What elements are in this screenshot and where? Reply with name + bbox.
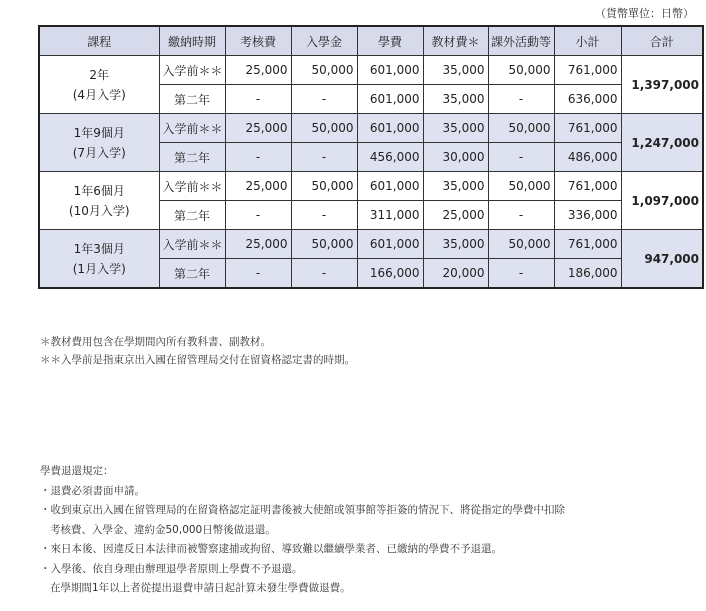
tuition-fee-table [38, 25, 704, 289]
exam-fee-cell: - [225, 259, 291, 289]
subtotal-cell: 761,000 [554, 172, 621, 201]
activities-fee-cell: 50,000 [488, 114, 554, 143]
tuition-cell: 601,000 [357, 85, 423, 114]
header-subtotal: 小計 [554, 26, 621, 56]
subtotal-cell: 486,000 [554, 143, 621, 172]
period-cell: 第二年 [159, 201, 225, 230]
exam-fee-cell: 25,000 [225, 230, 291, 259]
tuition-cell: 456,000 [357, 143, 423, 172]
refund-rule: ・退費必須書面申請。 [40, 484, 145, 497]
header-period: 繳納時期 [159, 26, 225, 56]
currency-unit-note: （貨幣單位：日幣） [595, 7, 694, 20]
entrance-fee-cell: 50,000 [291, 114, 357, 143]
materials-fee-cell: 30,000 [423, 143, 488, 172]
subtotal-cell: 761,000 [554, 230, 621, 259]
entrance-fee-cell: - [291, 143, 357, 172]
materials-fee-cell: 35,000 [423, 230, 488, 259]
header-course: 課程 [39, 26, 159, 56]
footnote-before-enrollment: ＊＊入學前是指東京出入國在留管理局交付在留資格認定書的時期。 [40, 354, 355, 366]
header-exam-fee: 考核費 [225, 26, 291, 56]
entrance-fee-cell: - [291, 85, 357, 114]
refund-rule: ・入學後、依自身理由辦理退學者原則上學費不予退還。 [40, 562, 303, 575]
table-row [39, 172, 703, 201]
exam-fee-cell: 25,000 [225, 114, 291, 143]
table-row [39, 56, 703, 85]
tuition-cell: 601,000 [357, 114, 423, 143]
course-name-cell: 1年3個月 (1月入学) [39, 230, 159, 289]
footnote-materials: ＊教材費用包含在學期間內所有教科書、副教材。 [40, 336, 271, 348]
period-cell: 入学前＊＊ [159, 114, 225, 143]
tuition-cell: 311,000 [357, 201, 423, 230]
subtotal-cell: 336,000 [554, 201, 621, 230]
table-header-row [39, 26, 703, 56]
period-cell: 第二年 [159, 259, 225, 289]
period-cell: 入学前＊＊ [159, 56, 225, 85]
course-name-cell: 2年 (4月入学) [39, 56, 159, 114]
subtotal-cell: 636,000 [554, 85, 621, 114]
total-cell: 1,097,000 [621, 172, 703, 230]
entrance-fee-cell: - [291, 201, 357, 230]
table-row [39, 230, 703, 259]
course-name-cell: 1年6個月 (10月入学) [39, 172, 159, 230]
entrance-fee-cell: 50,000 [291, 230, 357, 259]
exam-fee-cell: 25,000 [225, 56, 291, 85]
header-entrance-fee: 入學金 [291, 26, 357, 56]
activities-fee-cell: - [488, 143, 554, 172]
exam-fee-cell: - [225, 85, 291, 114]
materials-fee-cell: 25,000 [423, 201, 488, 230]
header-tuition: 學費 [357, 26, 423, 56]
refund-policy-title: 學費退還規定： [40, 465, 114, 477]
refund-policy [40, 462, 565, 599]
activities-fee-cell: - [488, 85, 554, 114]
header-materials-fee: 教材費＊ [423, 26, 488, 56]
period-cell: 第二年 [159, 85, 225, 114]
total-cell: 947,000 [621, 230, 703, 289]
total-cell: 1,397,000 [621, 56, 703, 114]
tuition-cell: 601,000 [357, 230, 423, 259]
materials-fee-cell: 20,000 [423, 259, 488, 289]
refund-rule: ・來日本後、因違反日本法律而被警察逮捕或拘留、導致難以繼續學業者、已繳納的學費不予退還。 [40, 543, 502, 555]
total-cell: 1,247,000 [621, 114, 703, 172]
materials-fee-cell: 35,000 [423, 172, 488, 201]
header-total: 合計 [621, 26, 703, 56]
period-cell: 入学前＊＊ [159, 172, 225, 201]
activities-fee-cell: 50,000 [488, 230, 554, 259]
subtotal-cell: 761,000 [554, 56, 621, 85]
activities-fee-cell: 50,000 [488, 56, 554, 85]
activities-fee-cell: - [488, 201, 554, 230]
materials-fee-cell: 35,000 [423, 85, 488, 114]
period-cell: 第二年 [159, 143, 225, 172]
tuition-cell: 601,000 [357, 172, 423, 201]
table-row [39, 114, 703, 143]
subtotal-cell: 186,000 [554, 259, 621, 289]
materials-fee-cell: 35,000 [423, 114, 488, 143]
tuition-cell: 601,000 [357, 56, 423, 85]
subtotal-cell: 761,000 [554, 114, 621, 143]
tuition-cell: 166,000 [357, 259, 423, 289]
activities-fee-cell: 50,000 [488, 172, 554, 201]
exam-fee-cell: 25,000 [225, 172, 291, 201]
refund-rule-continued: 在學期間1年以上者從提出退費申請日起計算未發生學費做退費。 [50, 582, 351, 594]
header-activities-fee: 課外活動等 [488, 26, 554, 56]
footnotes [40, 333, 355, 369]
course-name-cell: 1年9個月 (7月入学) [39, 114, 159, 172]
activities-fee-cell: - [488, 259, 554, 289]
entrance-fee-cell: 50,000 [291, 56, 357, 85]
entrance-fee-cell: - [291, 259, 357, 289]
exam-fee-cell: - [225, 143, 291, 172]
refund-rule-continued: 考核費、入學金、違約金50,000日幣後做退還。 [50, 523, 276, 536]
refund-rule: ・收到東京出入國在留管理局的在留資格認定証明書後被大使館或領事館等拒簽的情況下、將從指定的學費中扣除 [40, 504, 565, 516]
exam-fee-cell: - [225, 201, 291, 230]
materials-fee-cell: 35,000 [423, 56, 488, 85]
period-cell: 入学前＊＊ [159, 230, 225, 259]
entrance-fee-cell: 50,000 [291, 172, 357, 201]
